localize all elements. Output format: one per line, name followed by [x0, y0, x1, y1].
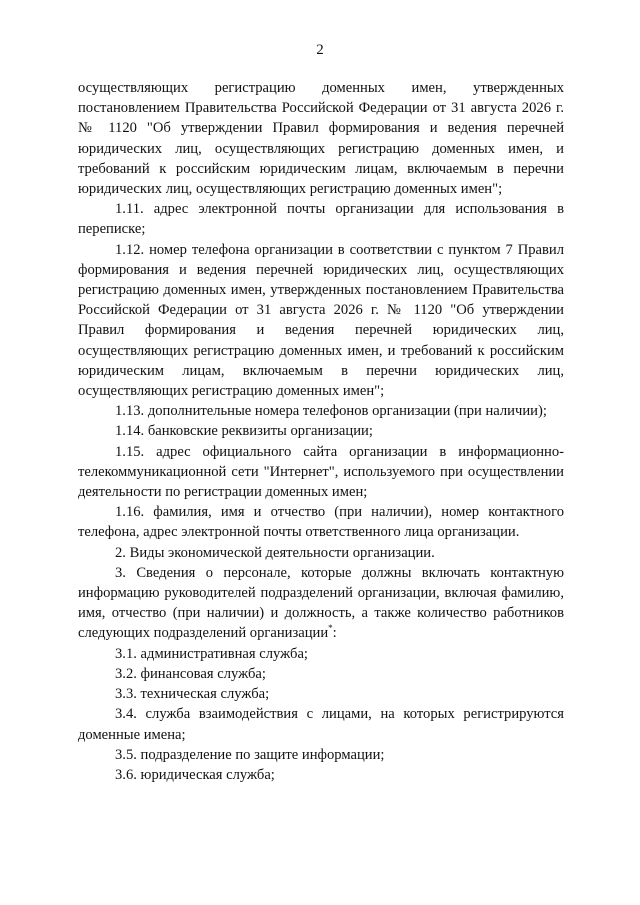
- paragraph-1-16: 1.16. фамилия, имя и отчество (при наличии), номер контактного телефона, адрес электронной почты ответственного лица организации.: [78, 504, 564, 541]
- paragraph-3-3: 3.3. техническая служба;: [115, 686, 270, 703]
- paragraph-3-1: 3.1. административная служба;: [115, 645, 308, 662]
- paragraph-3-tail: :: [332, 625, 337, 642]
- paragraph-1-15: 1.15. адрес официального сайта организации в информационно-телекоммуникационной сети "Интернет", используемого при осуществлении деятельности по регистрации доменных имен;: [78, 443, 564, 501]
- paragraph-1-14: 1.14. банковские реквизиты организации;: [115, 423, 373, 440]
- paragraph-3-4: 3.4. служба взаимодействия с лицами, на которых регистрируются доменные имена;: [78, 706, 564, 743]
- paragraph-1-10-continuation: осуществляющих регистрацию доменных имен, утвержденных постановлением Правительства Российской Федерации от 31 августа 2026 г. № 1120 "Об утверждении Правил формирования и ведения перечней юридических лиц, осуществляющих регистрацию доменных имен, и требований к российским юридическим лицам, включаемым в перечни юридических лиц, осуществляющих регистрацию доменных имен";: [78, 80, 564, 198]
- paragraph-3-text: 3. Сведения о персонале, которые должны включать контактную информацию руководителей подразделений организации, включая фамилию, имя, отчество (при наличии) и должность, а также количество работников следующих подразделений организации: [78, 564, 564, 642]
- paragraph-3-2: 3.2. финансовая служба;: [115, 665, 266, 682]
- footnote-mark: *: [328, 623, 333, 634]
- document-body: [78, 78, 564, 785]
- paragraph-3-5: 3.5. подразделение по защите информации;: [115, 746, 385, 763]
- paragraph-1-11: 1.11. адрес электронной почты организации для использования в переписке;: [78, 201, 564, 238]
- paragraph-2: 2. Виды экономической деятельности организации.: [115, 544, 435, 561]
- page-number: 2: [316, 42, 324, 58]
- paragraph-3-6: 3.6. юридическая служба;: [115, 766, 275, 783]
- paragraph-1-12: 1.12. номер телефона организации в соответствии с пунктом 7 Правил формирования и ведения перечней юридических лиц, осуществляющих регистрацию доменных имен, утвержденных постановлением Правительства Российской Федерации от 31 августа 2026 г. № 1120 "Об утверждении Правил формирования и ведения перечней юридических лиц, осуществляющих регистрацию доменных имен, и требований к российским юридическим лицам, включаемым в перечни юридических лиц, осуществляющих регистрацию доменных имен";: [78, 241, 564, 400]
- paragraph-3: [78, 563, 564, 644]
- paragraph-1-13: 1.13. дополнительные номера телефонов организации (при наличии);: [115, 403, 547, 420]
